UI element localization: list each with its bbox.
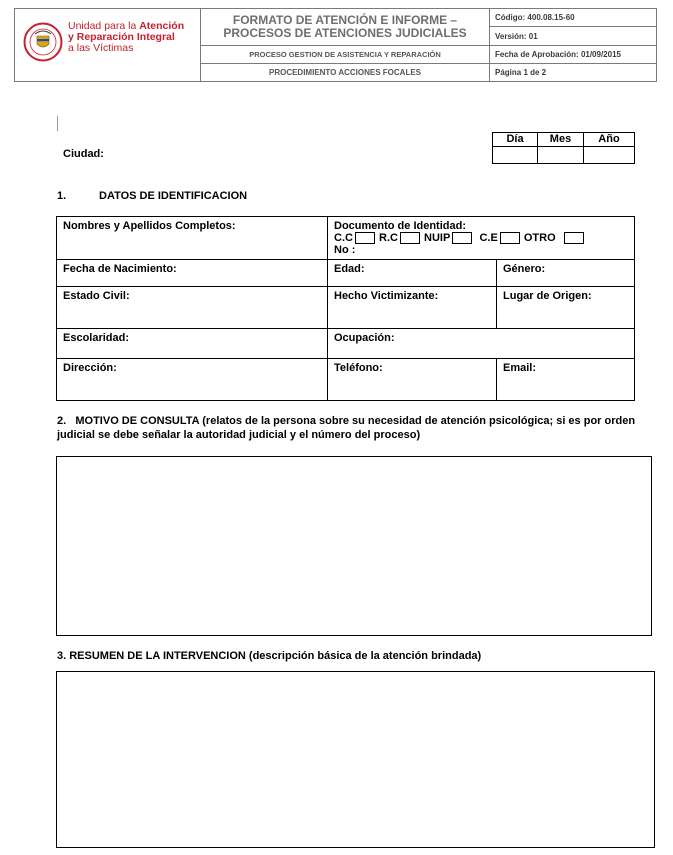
id-type-nuip-label: NUIP: [424, 232, 451, 244]
id-type-otro-label: OTRO: [523, 232, 556, 244]
age-label: Edad:: [334, 263, 365, 275]
id-number-label: No :: [334, 244, 356, 257]
id-type-nuip-checkbox[interactable]: [452, 232, 472, 244]
section2-heading: [57, 414, 647, 442]
occupation-field[interactable]: [327, 328, 635, 359]
consultation-reason-textarea[interactable]: [56, 456, 652, 636]
id-type-cc-checkbox[interactable]: [355, 232, 375, 244]
page-number: Página 1 de 2: [495, 68, 547, 77]
process-name: PROCESO GESTION DE ASISTENCIA Y REPARACIÓN: [201, 46, 490, 64]
approval-date: Fecha de Aprobación: 01/09/2015: [490, 46, 656, 64]
phone-label: Teléfono:: [334, 362, 383, 374]
id-type-options: [334, 232, 634, 244]
email-label: Email:: [503, 362, 537, 374]
id-document-label: Documento de Identidad:: [334, 220, 466, 232]
section2-title: MOTIVO DE CONSULTA (relatos de la persona sobre su necesidad de atención psicológica; si es por orden judicial se debe señalar la autoridad judicial y el número del proceso): [57, 415, 636, 441]
victimizing-event-label: Hecho Victimizante:: [334, 290, 439, 302]
place-of-origin-field[interactable]: [496, 286, 635, 329]
birth-date-field[interactable]: [56, 259, 328, 287]
id-type-rc-label: R.C: [379, 232, 398, 244]
id-type-cc-label: C.C: [334, 232, 353, 244]
day-input[interactable]: [492, 146, 538, 164]
year-input[interactable]: [583, 146, 635, 164]
id-type-rc-checkbox[interactable]: [400, 232, 420, 244]
id-type-ce-label: C.E: [479, 232, 498, 244]
id-document-field[interactable]: [327, 216, 635, 260]
id-type-otro-checkbox[interactable]: [564, 232, 584, 244]
address-field[interactable]: [56, 358, 328, 401]
city-label: Ciudad:: [63, 148, 104, 160]
victimizing-event-field[interactable]: [327, 286, 497, 329]
gender-label: Género:: [503, 263, 546, 275]
birth-date-label: Fecha de Nacimiento:: [63, 263, 177, 275]
logo: [23, 19, 195, 71]
procedure-name: PROCEDIMIENTO ACCIONES FOCALES: [201, 64, 490, 81]
full-name-field[interactable]: [56, 216, 328, 260]
place-of-origin-label: Lugar de Origen:: [503, 290, 592, 302]
day-header: Día: [492, 132, 538, 147]
logo-line3: a las Víctimas: [68, 42, 134, 54]
intervention-summary-textarea[interactable]: [56, 671, 655, 848]
id-type-ce-checkbox[interactable]: [500, 232, 520, 244]
education-label: Escolaridad:: [63, 332, 130, 344]
section1-number: 1.: [57, 190, 67, 202]
text-cursor: [57, 116, 58, 131]
phone-field[interactable]: [327, 358, 497, 401]
logo-line1-highlight: Atención: [139, 20, 185, 32]
education-field[interactable]: [56, 328, 328, 359]
document-version: Versión: 01: [490, 27, 656, 46]
logo-line2: y Reparación Integral: [68, 31, 175, 43]
address-label: Dirección:: [63, 362, 117, 374]
full-name-label: Nombres y Apellidos Completos:: [63, 220, 236, 232]
year-header: Año: [583, 132, 635, 147]
date-box: [492, 132, 635, 164]
email-field[interactable]: [496, 358, 635, 401]
civil-status-field[interactable]: [56, 286, 328, 329]
logo-line1: Unidad para la: [68, 20, 137, 32]
colombia-seal-icon: [23, 22, 63, 62]
document-title: FORMATO DE ATENCIÓN E INFORME – PROCESOS DE ATENCIONES JUDICIALES: [201, 9, 490, 46]
occupation-label: Ocupación:: [334, 332, 395, 344]
gender-field[interactable]: [496, 259, 635, 287]
section3-title: 3. RESUMEN DE LA INTERVENCION (descripción básica de la atención brindada): [57, 650, 482, 662]
age-field[interactable]: [327, 259, 497, 287]
document-code: Código: 400.08.15-60: [490, 9, 656, 27]
logo-cell: [15, 9, 201, 81]
month-input[interactable]: [537, 146, 584, 164]
document-header: [14, 8, 657, 82]
civil-status-label: Estado Civil:: [63, 290, 130, 302]
month-header: Mes: [537, 132, 584, 147]
logo-text: [68, 21, 184, 54]
section1-title: DATOS DE IDENTIFICACION: [99, 190, 248, 202]
section2-number: 2.: [57, 415, 67, 427]
